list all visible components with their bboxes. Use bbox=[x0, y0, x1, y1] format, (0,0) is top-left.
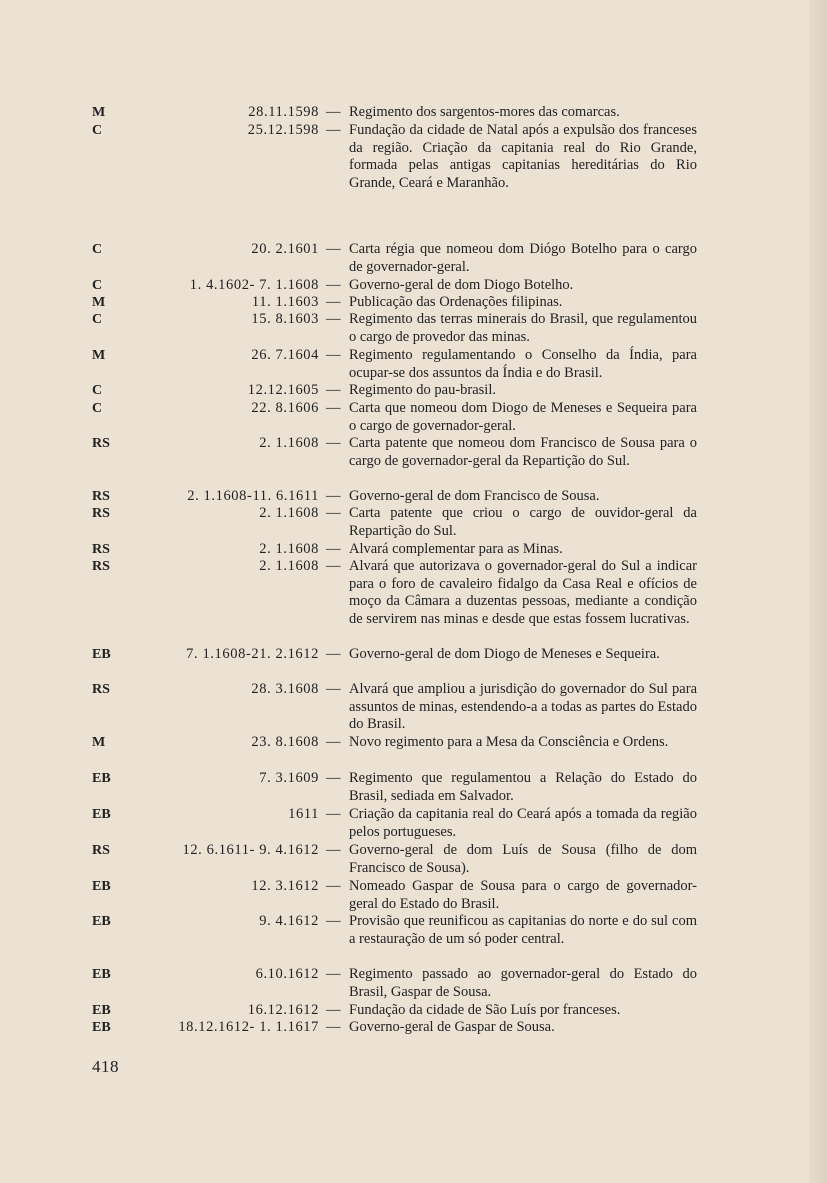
entry-dash: — bbox=[326, 277, 341, 293]
entry-code: EB bbox=[92, 1003, 111, 1018]
entry-code: EB bbox=[92, 647, 111, 662]
entry-dash: — bbox=[326, 878, 341, 894]
entry-description: Governo-geral de dom Luís de Sousa (filho de dom Francisco de Sousa). bbox=[349, 842, 697, 876]
entry-description: Criação da capitania real do Ceará após a tomada da região pelos portugueses. bbox=[349, 806, 697, 840]
entry-date: 12.12.1605 bbox=[247, 382, 319, 398]
entry-date: 15. 8.1603 bbox=[251, 311, 319, 327]
entry-dash: — bbox=[326, 122, 341, 138]
entry-code: M bbox=[92, 105, 106, 120]
entry-code: EB bbox=[92, 1020, 111, 1035]
entry-description: Fundação da cidade de Natal após a expulsão dos franceses da região. Criação da capitania real do Rio Grande, formada pelas antigas capitanias hereditárias do Rio Grande, Ceará e Maranhão. bbox=[349, 122, 697, 191]
entry-code: RS bbox=[92, 682, 110, 697]
entry-dash: — bbox=[326, 505, 341, 521]
entry-code: RS bbox=[92, 559, 110, 574]
entry-date: 23. 8.1608 bbox=[251, 734, 319, 750]
entry-date: 18.12.1612- 1. 1.1617 bbox=[178, 1019, 319, 1035]
entry-dash: — bbox=[326, 294, 341, 310]
entry-date: 20. 2.1601 bbox=[251, 241, 319, 257]
entry-date: 2. 1.1608 bbox=[259, 541, 319, 557]
entry-description: Regimento que regulamentou a Relação do Estado do Brasil, sediada em Salvador. bbox=[349, 770, 697, 804]
entry-date: 2. 1.1608 bbox=[259, 505, 319, 521]
entry-dash: — bbox=[326, 681, 341, 697]
entry-description: Governo-geral de dom Diogo Botelho. bbox=[349, 277, 574, 293]
entry-code: C bbox=[92, 312, 103, 327]
entry-description: Publicação das Ordenações filipinas. bbox=[349, 294, 563, 310]
entry-date: 2. 1.1608 bbox=[259, 435, 319, 451]
entry-dash: — bbox=[326, 488, 341, 504]
entry-dash: — bbox=[326, 241, 341, 257]
entry-date: 7. 3.1609 bbox=[259, 770, 319, 786]
page-number: 418 bbox=[92, 1057, 119, 1076]
entry-description: Governo-geral de dom Francisco de Sousa. bbox=[349, 488, 600, 504]
entry-dash: — bbox=[326, 1019, 341, 1035]
entry-date: 12. 3.1612 bbox=[251, 878, 319, 894]
entry-date: 2. 1.1608-11. 6.1611 bbox=[187, 488, 319, 504]
entry-dash: — bbox=[326, 770, 341, 786]
entry-dash: — bbox=[326, 104, 341, 120]
entry-dash: — bbox=[326, 806, 341, 822]
entry-dash: — bbox=[326, 400, 341, 416]
entry-description: Regimento das terras minerais do Brasil, que regulamentou o cargo de provedor das minas. bbox=[349, 311, 697, 345]
entry-date: 6.10.1612 bbox=[255, 966, 319, 982]
entry-code: EB bbox=[92, 914, 111, 929]
entry-dash: — bbox=[326, 842, 341, 858]
entry-code: C bbox=[92, 278, 103, 293]
entry-date: 1611 bbox=[288, 806, 319, 822]
entry-description: Alvará complementar para as Minas. bbox=[349, 541, 563, 557]
entry-description: Regimento regulamentando o Conselho da Índia, para ocupar-se dos assuntos da Índia e do Brasil. bbox=[349, 347, 697, 381]
entry-dash: — bbox=[326, 541, 341, 557]
entry-dash: — bbox=[326, 347, 341, 363]
entry-date: 25.12.1598 bbox=[247, 122, 319, 138]
entry-code: M bbox=[92, 735, 106, 750]
entry-code: C bbox=[92, 383, 103, 398]
entry-description: Carta que nomeou dom Diogo de Meneses e Sequeira para o cargo de governador-geral. bbox=[349, 400, 697, 434]
entry-description: Carta patente que nomeou dom Francisco de Sousa para o cargo de governador-geral da Repartição do Sul. bbox=[349, 435, 697, 469]
entry-date: 22. 8.1606 bbox=[251, 400, 319, 416]
entry-code: M bbox=[92, 348, 106, 363]
entry-code: RS bbox=[92, 542, 110, 557]
entry-code: RS bbox=[92, 489, 110, 504]
entry-dash: — bbox=[326, 311, 341, 327]
entry-date: 28.11.1598 bbox=[248, 104, 319, 120]
entry-description: Regimento do pau-brasil. bbox=[349, 382, 496, 398]
entry-date: 2. 1.1608 bbox=[259, 558, 319, 574]
entry-code: C bbox=[92, 242, 103, 257]
entry-code: EB bbox=[92, 771, 111, 786]
entry-dash: — bbox=[326, 913, 341, 929]
entry-description: Novo regimento para a Mesa da Consciência e Ordens. bbox=[349, 734, 669, 750]
entry-code: C bbox=[92, 123, 103, 138]
entry-code: EB bbox=[92, 879, 111, 894]
entry-description: Regimento passado ao governador-geral do Estado do Brasil, Gaspar de Sousa. bbox=[349, 966, 697, 1000]
entry-date: 26. 7.1604 bbox=[251, 347, 319, 363]
entry-dash: — bbox=[326, 435, 341, 451]
entry-code: EB bbox=[92, 807, 111, 822]
entry-code: RS bbox=[92, 843, 110, 858]
page-edge bbox=[809, 0, 827, 1183]
entry-dash: — bbox=[326, 646, 341, 662]
entry-description: Alvará que autorizava o governador-geral do Sul a indicar para o foro de cavaleiro fidalgo da Casa Real e ofícios de moço da Câmara a duzentas pessoas, mediante a condição de servirem nas minas e desde que estas fossem lucrativas. bbox=[349, 558, 697, 627]
entry-description: Carta régia que nomeou dom Diógo Botelho para o cargo de governador-geral. bbox=[349, 241, 697, 275]
entry-description: Nomeado Gaspar de Sousa para o cargo de governador-geral do Estado do Brasil. bbox=[349, 878, 697, 912]
entry-description: Carta patente que criou o cargo de ouvidor-geral da Repartição do Sul. bbox=[349, 505, 697, 539]
entry-date: 9. 4.1612 bbox=[259, 913, 319, 929]
entry-date: 1. 4.1602- 7. 1.1608 bbox=[189, 277, 319, 293]
entry-description: Alvará que ampliou a jurisdição do governador do Sul para assuntos de minas, estendendo-a a todas as partes do Estado do Brasil. bbox=[349, 681, 697, 732]
entry-description: Governo-geral de Gaspar de Sousa. bbox=[349, 1019, 555, 1035]
entry-dash: — bbox=[326, 558, 341, 574]
entry-code: RS bbox=[92, 436, 110, 451]
entry-date: 12. 6.1611- 9. 4.1612 bbox=[182, 842, 319, 858]
entry-date: 16.12.1612 bbox=[247, 1002, 319, 1018]
entry-code: EB bbox=[92, 967, 111, 982]
entry-dash: — bbox=[326, 1002, 341, 1018]
entry-dash: — bbox=[326, 382, 341, 398]
entry-description: Regimento dos sargentos-mores das comarcas. bbox=[349, 104, 620, 120]
entry-description: Provisão que reunificou as capitanias do norte e do sul com a restauração de um só poder central. bbox=[349, 913, 697, 947]
entry-code: C bbox=[92, 401, 103, 416]
entry-dash: — bbox=[326, 966, 341, 982]
entry-date: 28. 3.1608 bbox=[251, 681, 319, 697]
entry-date: 7. 1.1608-21. 2.1612 bbox=[186, 646, 319, 662]
entry-code: RS bbox=[92, 506, 110, 521]
entry-description: Governo-geral de dom Diogo de Meneses e Sequeira. bbox=[349, 646, 660, 662]
entry-dash: — bbox=[326, 734, 341, 750]
entry-description: Fundação da cidade de São Luís por franceses. bbox=[349, 1002, 621, 1018]
entry-code: M bbox=[92, 295, 106, 310]
entry-date: 11. 1.1603 bbox=[251, 294, 319, 310]
